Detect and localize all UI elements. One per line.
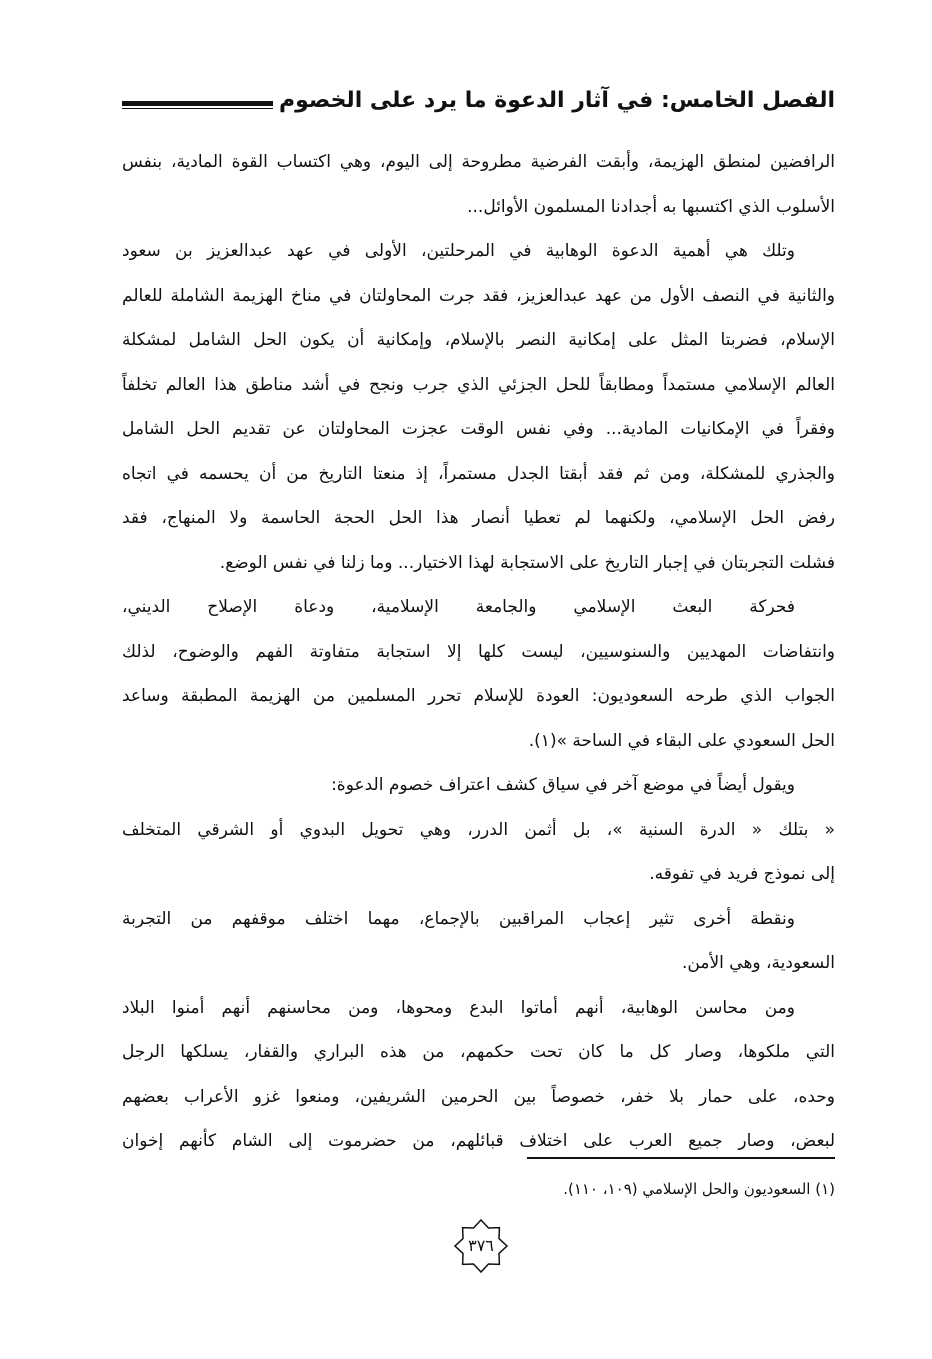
footnote: (١) السعوديون والحل الإسلامي (١٠٩، ١١٠). [563, 1180, 835, 1198]
paragraph [122, 808, 835, 897]
text-line: العالم الإسلامي مستمداً ومطابقاً للحل الجزئي الذي جرب ونجح في أشد مناطق هذا العالم تخلفاً [122, 374, 835, 395]
text-line: لبعض، وصار جميع العرب على اختلاف قبائلهم، من حضرموت إلى الشام كأنهم إخوان [122, 1131, 835, 1151]
text-line: الجواب الذي طرحه السعوديون: العودة للإسلام تحرر المسلمين من الهزيمة المطبقة وساعد [122, 686, 835, 706]
text-line: والجذري للمشكلة، ومن ثم فقد أبقتا الجدل مستمراً، إذ منعتا التاريخ من أن يحسمه في اتجاه [122, 463, 835, 484]
body-text [122, 140, 835, 1164]
text-line: رفض الحل الإسلامي، ولكنهما لم تعطيا أنصار هذا الحل الحجة الحاسمة ولا المنهاج، فقد [122, 508, 835, 528]
text-line: « بتلك « الدرة السنية »، بل أثمن الدرر، وهي تحويل البدوي أو الشرقي المتخلف [122, 819, 835, 840]
page-number-badge [453, 1218, 509, 1274]
chapter-title: الفصل الخامس: في آثار الدعوة ما يرد على الخصوم [278, 87, 835, 113]
text-line: والثانية في النصف الأول من عهد عبدالعزيز، فقد جرت المحاولتان في مناخ الهزيمة الشاملة للعالم [122, 285, 835, 306]
paragraph [122, 897, 835, 986]
footnote-separator [527, 1157, 835, 1159]
paragraph [122, 140, 835, 229]
text-line: الأسلوب الذي اكتسبها به أجدادنا المسلمون الأوائل... [467, 196, 835, 217]
paragraph [122, 229, 835, 585]
text-line: الحل السعودي على البقاء في الساحة »(١). [528, 730, 835, 751]
text-line: وحده، على حمار بلا خفر، خصوصاً بين الحرمين الشريفين، ومنعوا غزو الأعراب بعضهم [122, 1086, 835, 1107]
text-line: فشلت التجربتان في إجبار التاريخ على الاستجابة لهذا الاختيار... وما زلنا في نفس الوضع. [219, 552, 835, 573]
text-line: السعودية، وهي الأمن. [682, 953, 835, 973]
text-line: إلى نموذج فريد في تفوقه. [649, 864, 835, 884]
text-line: فحركة البعث الإسلامي والجامعة الإسلامية، ودعاة الإصلاح الديني، [122, 597, 795, 617]
paragraph [122, 986, 835, 1164]
running-header [122, 80, 835, 120]
text-line: الإسلام، فضربتا المثل على إمكانية النصر بالإسلام، وإمكانية أن يكون الحل الشامل لمشكلة [122, 330, 835, 350]
header-rule [122, 101, 273, 111]
text-line: وفقراً في الإمكانيات المادية... وفي نفس الوقت عجزت المحاولتان عن تقديم الحل الشامل [122, 419, 835, 439]
text-line: وتلك هي أهمية الدعوة الوهابية في المرحلتين، الأولى في عهد عبدالعزيز بن سعود [122, 241, 795, 261]
text-line: التي ملكوها، وصار كل ما كان تحت حكمهم، من هذه البراري والقفار، يسلكها الرجل [122, 1042, 835, 1062]
text-line: ونقطة أخرى تثير إعجاب المراقبين بالإجماع، مهما اختلف موقفهم من التجربة [122, 908, 795, 929]
paragraph [122, 763, 835, 808]
text-line: وانتفاضات المهديين والسنوسيين، ليست كلها إلا استجابة متفاوتة الفهم والوضوح، لذلك [122, 641, 835, 662]
text-line: ومن محاسن الوهابية، أنهم أماتوا البدع ومحوها، ومن محاسنهم أنهم أمنوا البلاد [122, 997, 795, 1018]
paragraph [122, 585, 835, 763]
page-number: ٣٧٦ [468, 1236, 494, 1255]
text-line: ويقول أيضاً في موضع آخر في سياق كشف اعتراف خصوم الدعوة: [331, 775, 795, 795]
text-line: الرافضين لمنطق الهزيمة، وأبقت الفرضية مطروحة إلى اليوم، وهي اكتساب القوة المادية، بنفس [122, 152, 835, 172]
